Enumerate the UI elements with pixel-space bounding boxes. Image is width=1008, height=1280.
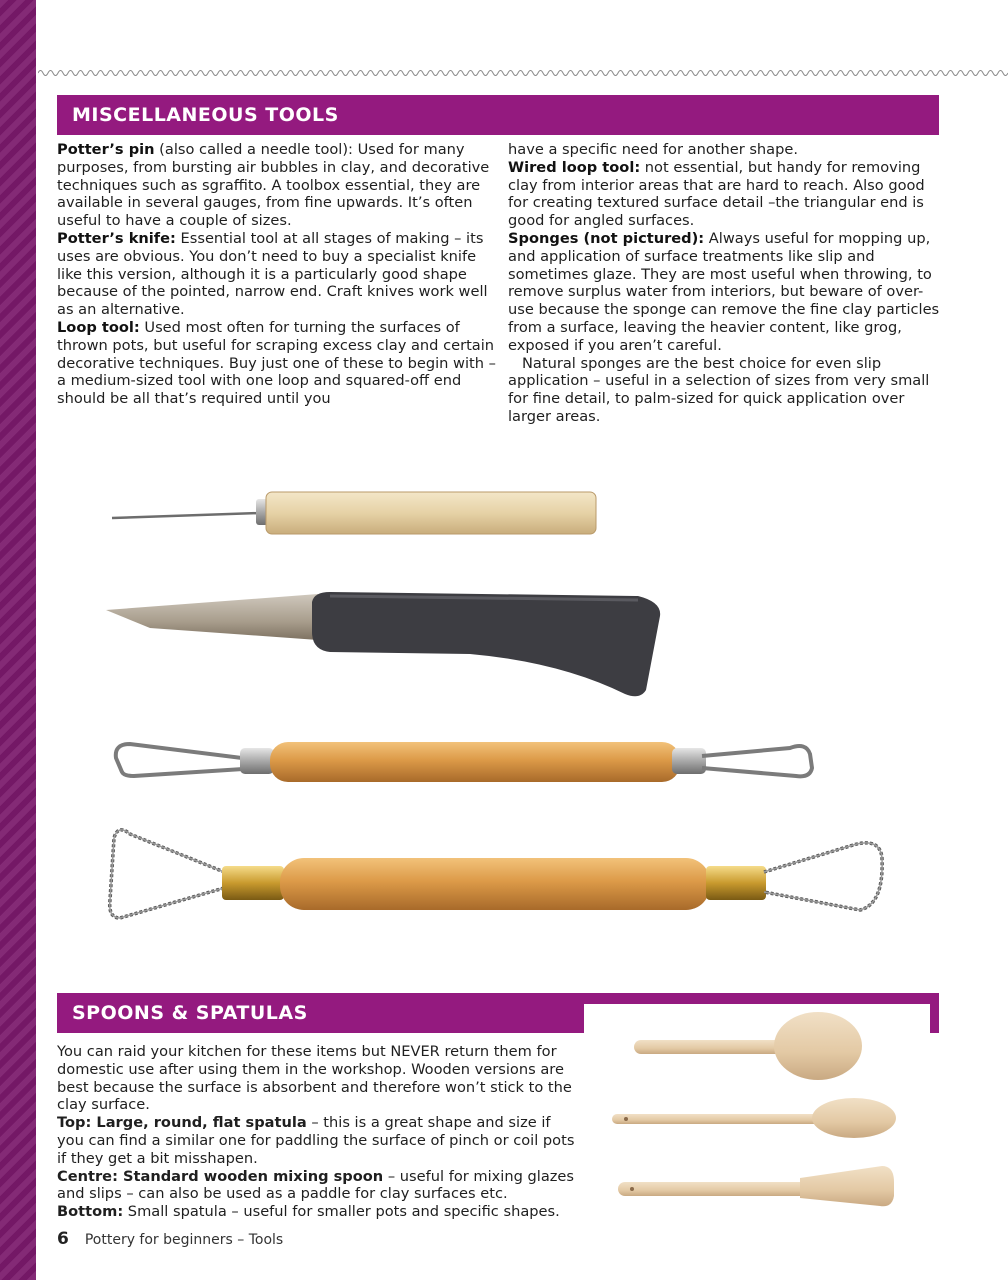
spoon-item-centre xyxy=(57,1168,577,1204)
mixing-spoon-image xyxy=(612,1098,896,1138)
small-spatula-image xyxy=(618,1166,894,1206)
term-wired-loop-tool: Wired loop tool: xyxy=(508,158,641,176)
desc-loop-tool: Used most often for turning the surfaces of thrown pots, but useful for scraping excess clay and certain decorative techniques. Buy just one of these to begin with – a medium-sized tool with one loop and squared-off end should be all that’s required until you xyxy=(57,318,496,408)
large-spatula-image xyxy=(634,1012,862,1080)
paragraph-sponges xyxy=(508,230,944,355)
term-loop-tool: Loop tool: xyxy=(57,318,140,336)
term-centre: Centre: Standard wooden mixing spoon xyxy=(57,1167,384,1185)
term-potters-knife: Potter’s knife: xyxy=(57,229,176,247)
term-bottom: Bottom: xyxy=(57,1203,124,1221)
spoons-text-block xyxy=(57,1043,577,1221)
desc-potters-pin: (also called a needle tool): Used for many purposes, from bursting air bubbles in clay, and decorative techniques such as sgraffito. A toolbox essential, they are available in several gauges, from fine upwards. It’s often useful to have a couple of sizes. xyxy=(57,141,490,230)
term-sponges: Sponges (not pictured): xyxy=(508,229,705,247)
tools-photo xyxy=(90,462,920,952)
spoon-item-bottom xyxy=(57,1203,577,1221)
desc-bottom: Small spatula – useful for smaller pots and specific shapes. xyxy=(123,1203,560,1221)
term-top: Top: Large, round, flat spatula xyxy=(57,1114,307,1132)
paragraph-natural-sponges: Natural sponges are the best choice for even slip application – useful in a selection of sizes from very small for fine detail, to palm-sized for quick application over larger areas. xyxy=(508,354,930,425)
desc-centre: – useful for mixing glazes and slips – can also be used as a paddle for clay surfaces etc. xyxy=(57,1167,575,1203)
spoons-intro: You can raid your kitchen for these items but NEVER return them for domestic use after using them in the workshop. Wooden versions are best because the surface is absorbent and therefore won’t stick to the clay surface. xyxy=(57,1043,572,1114)
needle-tool-image xyxy=(112,492,596,534)
paragraph-loop-tool xyxy=(57,319,497,408)
page-number: 6 xyxy=(57,1229,69,1249)
knife-image xyxy=(106,592,660,696)
spoon-item-top xyxy=(57,1114,577,1167)
paragraph-potters-knife xyxy=(57,230,497,319)
paragraph-continuation: have a specific need for another shape. xyxy=(508,141,799,158)
page-footer xyxy=(57,1228,283,1250)
section-heading-misc-tools: MISCELLANEOUS TOOLS xyxy=(57,95,939,135)
desc-top: – this is a great shape and size if you can find a similar one for paddling the surface of pinch or coil pots if they get a bit misshapen. xyxy=(57,1114,575,1167)
term-potters-pin: Potter’s pin xyxy=(57,141,155,158)
misc-tools-right-column xyxy=(508,141,944,426)
paragraph-potters-pin xyxy=(57,141,497,230)
spoons-photo xyxy=(600,1006,910,1220)
dotted-divider xyxy=(38,68,1008,78)
desc-sponges: Always useful for mopping up, and application of surface treatments like slip and sometimes glaze. They are most useful when throwing, to remove surplus water from interiors, but beware of over-use because the sponge can remove the fine clay particles from a surface, leaving the heavier content, like grog, exposed if you aren’t careful. xyxy=(508,229,940,354)
desc-wired-loop-tool: not essential, but handy for removing clay from interior areas that are hard to reach. Also good for creating textured surface detail –the triangular end is good for angled surfaces. xyxy=(508,158,925,230)
loop-tool-image xyxy=(116,742,812,782)
desc-potters-knife: Essential tool at all stages of making – its uses are obvious. You don’t need to buy a specialist knife like this version, although it is a particularly good shape because of the pointed, narrow end. Craft knives work well as an alternative. xyxy=(57,229,488,319)
paragraph-wired-loop-tool xyxy=(508,159,944,230)
wired-loop-tool-image xyxy=(110,830,882,918)
misc-tools-left-column xyxy=(57,141,497,408)
side-decorative-band xyxy=(0,0,36,1280)
section-heading-spoons-spatulas: SPOONS & SPATULAS xyxy=(57,993,939,1033)
running-title: Pottery for beginners – Tools xyxy=(84,1232,284,1248)
